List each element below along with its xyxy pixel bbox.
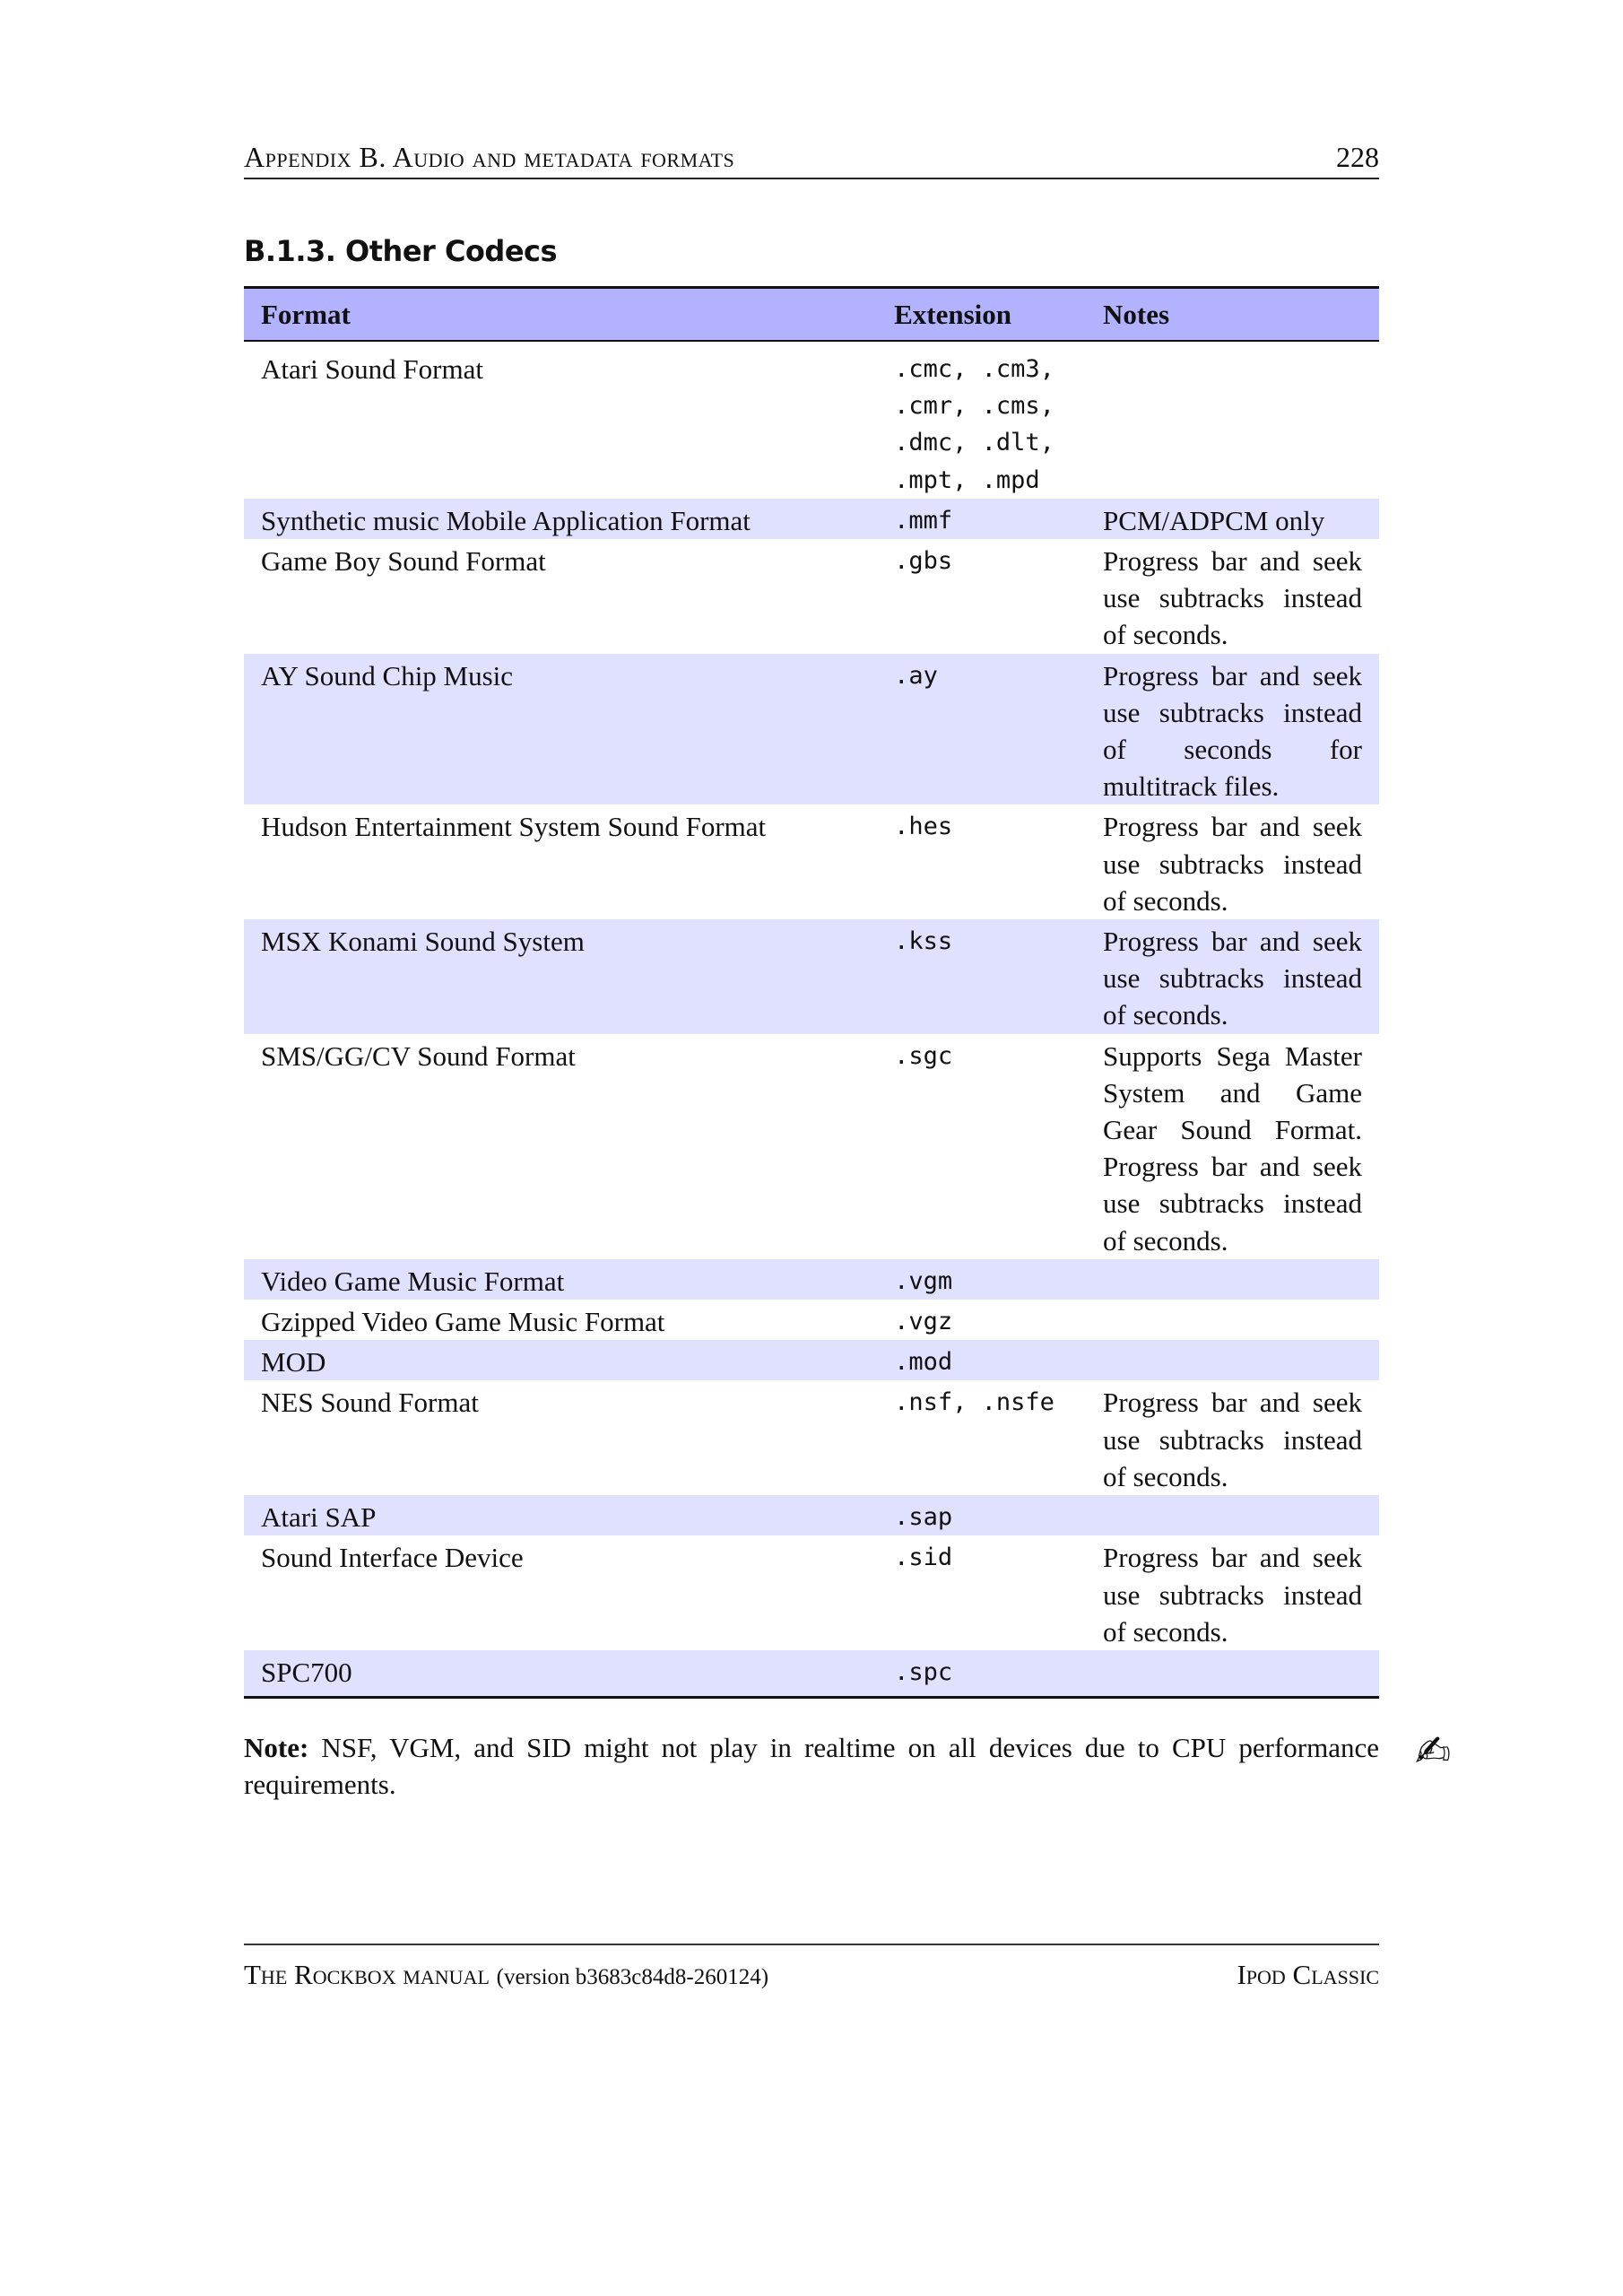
table-row xyxy=(244,499,1379,539)
table-row xyxy=(244,1340,1379,1380)
extension-line: .sid xyxy=(894,1544,953,1572)
table-header xyxy=(244,288,1379,342)
extension-cell xyxy=(877,341,1086,499)
format-cell: Atari Sound Format xyxy=(261,353,483,385)
column-header-notes: Notes xyxy=(1103,298,1170,330)
note-text: NSF, VGM, and SID might not play in realtime on all devices due to CPU performance requirements. xyxy=(244,1732,1379,1800)
extension-cell xyxy=(877,1650,1086,1698)
extension-cell xyxy=(877,1300,1086,1340)
extension-line: .dmc, .dlt, xyxy=(894,429,1055,457)
note-label: Note: xyxy=(244,1732,309,1763)
notes-cell xyxy=(1086,341,1379,499)
extension-line: .cmc, .cm3, xyxy=(894,355,1055,383)
extension-cell xyxy=(877,1259,1086,1300)
table-row xyxy=(244,341,1379,499)
table-row xyxy=(244,1034,1379,1259)
table-row xyxy=(244,1650,1379,1698)
format-cell: Synthetic music Mobile Application Format xyxy=(261,504,751,536)
extension-line: .gbs xyxy=(894,547,953,576)
extension-cell xyxy=(877,499,1086,539)
format-cell: Video Game Music Format xyxy=(261,1265,565,1297)
table-body xyxy=(244,341,1379,1698)
notes-cell: Supports Sega Master System and Game Gear Sound Format. Progress bar and seek use subtracks instead of seconds. xyxy=(1103,1039,1362,1257)
notes-cell xyxy=(1086,1340,1379,1380)
extension-cell xyxy=(877,1034,1086,1259)
notes-cell: Progress bar and seek use subtracks instead of seconds for multitrack files. xyxy=(1103,659,1362,803)
running-head xyxy=(244,142,1379,179)
manual-name: The Rockbox manual xyxy=(244,1959,490,1990)
table-row xyxy=(244,804,1379,919)
extension-line: .nsf, .nsfe xyxy=(894,1388,1055,1417)
notes-cell xyxy=(1086,1300,1379,1340)
extension-cell xyxy=(877,1380,1086,1495)
extension-line: .sap xyxy=(894,1503,953,1532)
extension-line: .ay xyxy=(894,661,938,690)
format-cell: AY Sound Chip Music xyxy=(261,659,514,691)
page-number: 228 xyxy=(1336,141,1379,173)
table-row xyxy=(244,1495,1379,1535)
extension-line: .vgm xyxy=(894,1266,953,1295)
notes-cell: Progress bar and seek use subtracks instead of seconds. xyxy=(1103,926,1362,1031)
format-cell: MOD xyxy=(261,1346,326,1378)
column-header-extension: Extension xyxy=(894,298,1011,330)
format-cell: SPC700 xyxy=(261,1656,352,1688)
extension-line: .sgc xyxy=(894,1041,953,1070)
extension-line: .hes xyxy=(894,813,953,841)
extension-line: .mmf xyxy=(894,506,953,535)
extension-line: .vgz xyxy=(894,1308,953,1336)
device-name: Ipod Classic xyxy=(1237,1959,1379,1990)
notes-cell: Progress bar and seek use subtracks instead of seconds. xyxy=(1103,545,1362,651)
table-row xyxy=(244,654,1379,805)
extension-cell xyxy=(877,539,1086,654)
notes-cell xyxy=(1086,1650,1379,1698)
notes-cell: Progress bar and seek use subtracks instead of seconds. xyxy=(1103,1542,1362,1648)
extension-cell xyxy=(877,654,1086,805)
notes-cell: Progress bar and seek use subtracks instead of seconds. xyxy=(1103,1387,1362,1492)
notes-cell xyxy=(1086,1495,1379,1535)
extension-line: .mod xyxy=(894,1348,953,1377)
extension-line: .spc xyxy=(894,1657,953,1686)
note-paragraph xyxy=(244,1729,1379,1803)
table-row xyxy=(244,1300,1379,1340)
extension-line: .kss xyxy=(894,927,953,956)
format-cell: Hudson Entertainment System Sound Format xyxy=(261,811,767,843)
chapter-title: Appendix B. Audio and metadata formats xyxy=(244,141,735,173)
notes-cell: PCM/ADPCM only xyxy=(1103,504,1325,536)
extension-line: .cmr, .cms, xyxy=(894,392,1055,421)
format-cell: MSX Konami Sound System xyxy=(261,926,585,958)
format-cell: Game Boy Sound Format xyxy=(261,545,546,578)
extension-cell xyxy=(877,1535,1086,1650)
table-row xyxy=(244,1380,1379,1495)
extension-cell xyxy=(877,919,1086,1034)
codecs-table xyxy=(244,286,1379,1699)
format-cell: Gzipped Video Game Music Format xyxy=(261,1306,665,1338)
format-cell: NES Sound Format xyxy=(261,1387,479,1419)
table-row xyxy=(244,1259,1379,1300)
format-cell: Sound Interface Device xyxy=(261,1542,524,1574)
extension-cell xyxy=(877,1495,1086,1535)
extension-cell xyxy=(877,804,1086,919)
table-row xyxy=(244,919,1379,1034)
table-row xyxy=(244,1535,1379,1650)
column-header-format: Format xyxy=(261,298,351,330)
section-title: B.1.3. Other Codecs xyxy=(244,234,558,268)
format-cell: Atari SAP xyxy=(261,1501,377,1534)
notes-cell xyxy=(1086,1259,1379,1300)
format-cell: SMS/GG/CV Sound Format xyxy=(261,1039,576,1072)
table-row xyxy=(244,539,1379,654)
manual-title xyxy=(244,1960,768,1993)
running-foot xyxy=(244,1944,1379,1993)
extension-cell xyxy=(877,1340,1086,1380)
writing-hand-icon: ✍ xyxy=(1415,1726,1452,1777)
extension-line: .mpt, .mpd xyxy=(894,465,1040,494)
notes-cell: Progress bar and seek use subtracks instead of seconds. xyxy=(1103,811,1362,917)
manual-version: (version b3683c84d8-260124) xyxy=(496,1965,769,1989)
